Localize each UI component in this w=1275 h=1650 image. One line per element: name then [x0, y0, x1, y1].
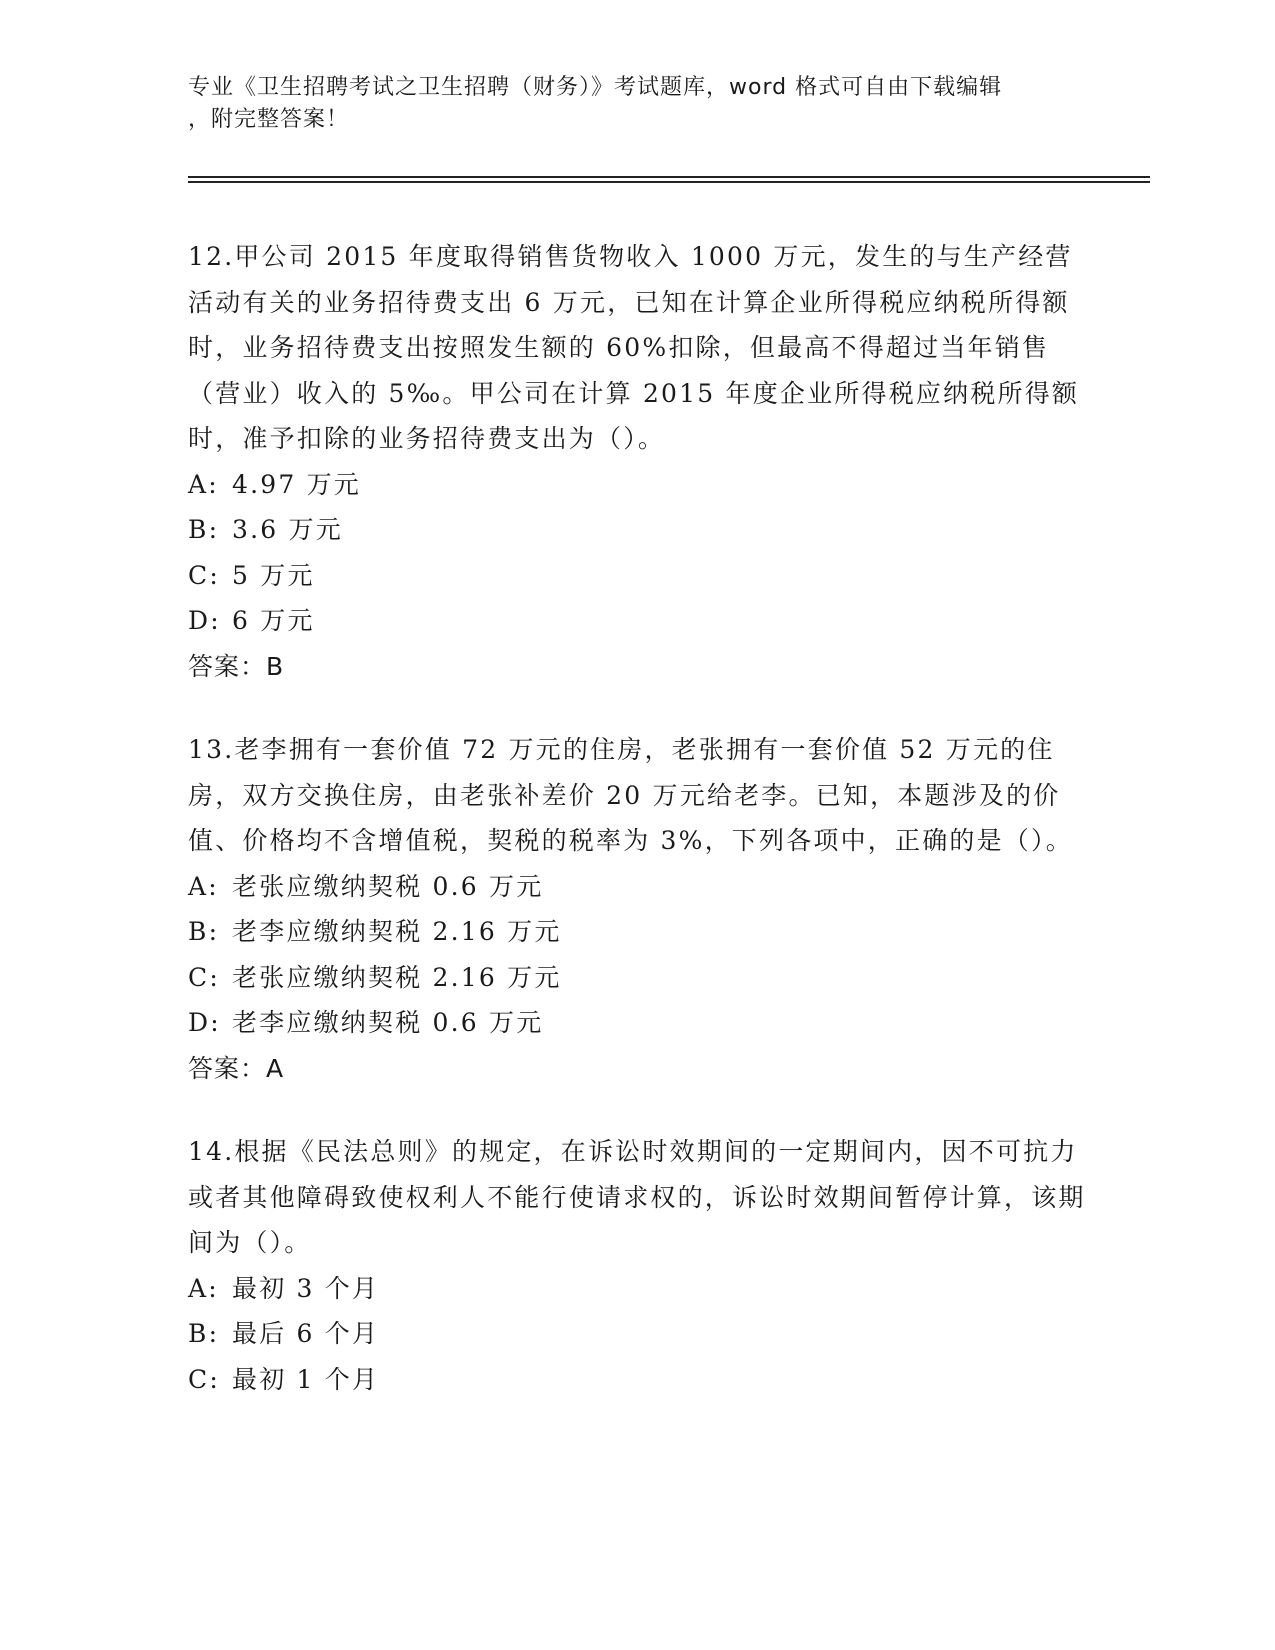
header-line-1: 专业《卫生招聘考试之卫生招聘（财务）》考试题库，word 格式可自由下载编辑	[188, 75, 1003, 100]
option-letter: D:	[188, 606, 221, 635]
question-text: 13.老李拥有一套价值 72 万元的住房，老张拥有一套价值 52 万元的住房，双方交换住房，由老张补差价 20 万元给老李。已知，本题涉及的价值、价格均不含增值税，契税的税率为 3%，下列各项中，正确的是（）。	[188, 735, 1073, 855]
option-b	[188, 909, 1088, 955]
option-letter: A:	[188, 1273, 219, 1303]
option-c	[188, 553, 1088, 599]
document-header	[188, 72, 1088, 136]
answer-label: 答案：A	[188, 1053, 285, 1083]
option-text: 6 万元	[232, 606, 315, 635]
option-text: 4.97 万元	[232, 469, 362, 499]
option-letter: A:	[188, 871, 219, 901]
question-text: 12.甲公司 2015 年度取得销售货物收入 1000 万元，发生的与生产经营活动有关的业务招待费支出 6 万元，已知在计算企业所得税应纳税所得额时，业务招待费支出按照发生额的 60%扣除，但最高不得超过当年销售（营业）收入的 5‰。甲公司在计算 2015 年度企业所得税应纳税所得额时，准予扣除的业务招待费支出为（）。	[188, 242, 1080, 453]
option-c	[188, 955, 1088, 1001]
answer-label: 答案：B	[188, 651, 285, 681]
question-14	[188, 1129, 1088, 1402]
option-letter: A:	[188, 469, 219, 499]
option-text: 老张应缴纳契税 2.16 万元	[232, 962, 562, 992]
option-d	[188, 1000, 1088, 1046]
option-letter: B:	[188, 515, 220, 544]
option-letter: B:	[188, 917, 220, 946]
option-letter: B:	[188, 1319, 220, 1348]
option-text: 老李应缴纳契税 2.16 万元	[232, 917, 562, 946]
option-text: 最后 6 个月	[232, 1319, 380, 1348]
option-b	[188, 507, 1088, 553]
option-letter: D:	[188, 1008, 221, 1037]
question-list	[188, 234, 1088, 1440]
question-12	[188, 234, 1088, 689]
option-b	[188, 1311, 1088, 1357]
option-text: 最初 1 个月	[232, 1364, 380, 1394]
option-d	[188, 598, 1088, 644]
option-text: 最初 3 个月	[232, 1273, 380, 1303]
option-text: 老李应缴纳契税 0.6 万元	[232, 1008, 544, 1037]
header-divider-bottom	[188, 181, 1150, 183]
header-divider-top	[188, 176, 1150, 178]
option-letter: C:	[188, 1364, 220, 1394]
option-a	[188, 1266, 1088, 1312]
question-text: 14.根据《民法总则》的规定，在诉讼时效期间的一定期间内，因不可抗力或者其他障碍致使权利人不能行使请求权的，诉讼时效期间暂停计算，该期间为（）。	[188, 1137, 1086, 1257]
option-a	[188, 462, 1088, 508]
question-13	[188, 727, 1088, 1091]
option-text: 3.6 万元	[232, 515, 343, 544]
option-letter: C:	[188, 560, 220, 590]
option-a	[188, 864, 1088, 910]
option-text: 老张应缴纳契税 0.6 万元	[232, 871, 544, 901]
option-letter: C:	[188, 962, 220, 992]
option-text: 5 万元	[232, 560, 315, 590]
option-c	[188, 1357, 1088, 1403]
header-line-2: ，附完整答案！	[188, 107, 350, 132]
